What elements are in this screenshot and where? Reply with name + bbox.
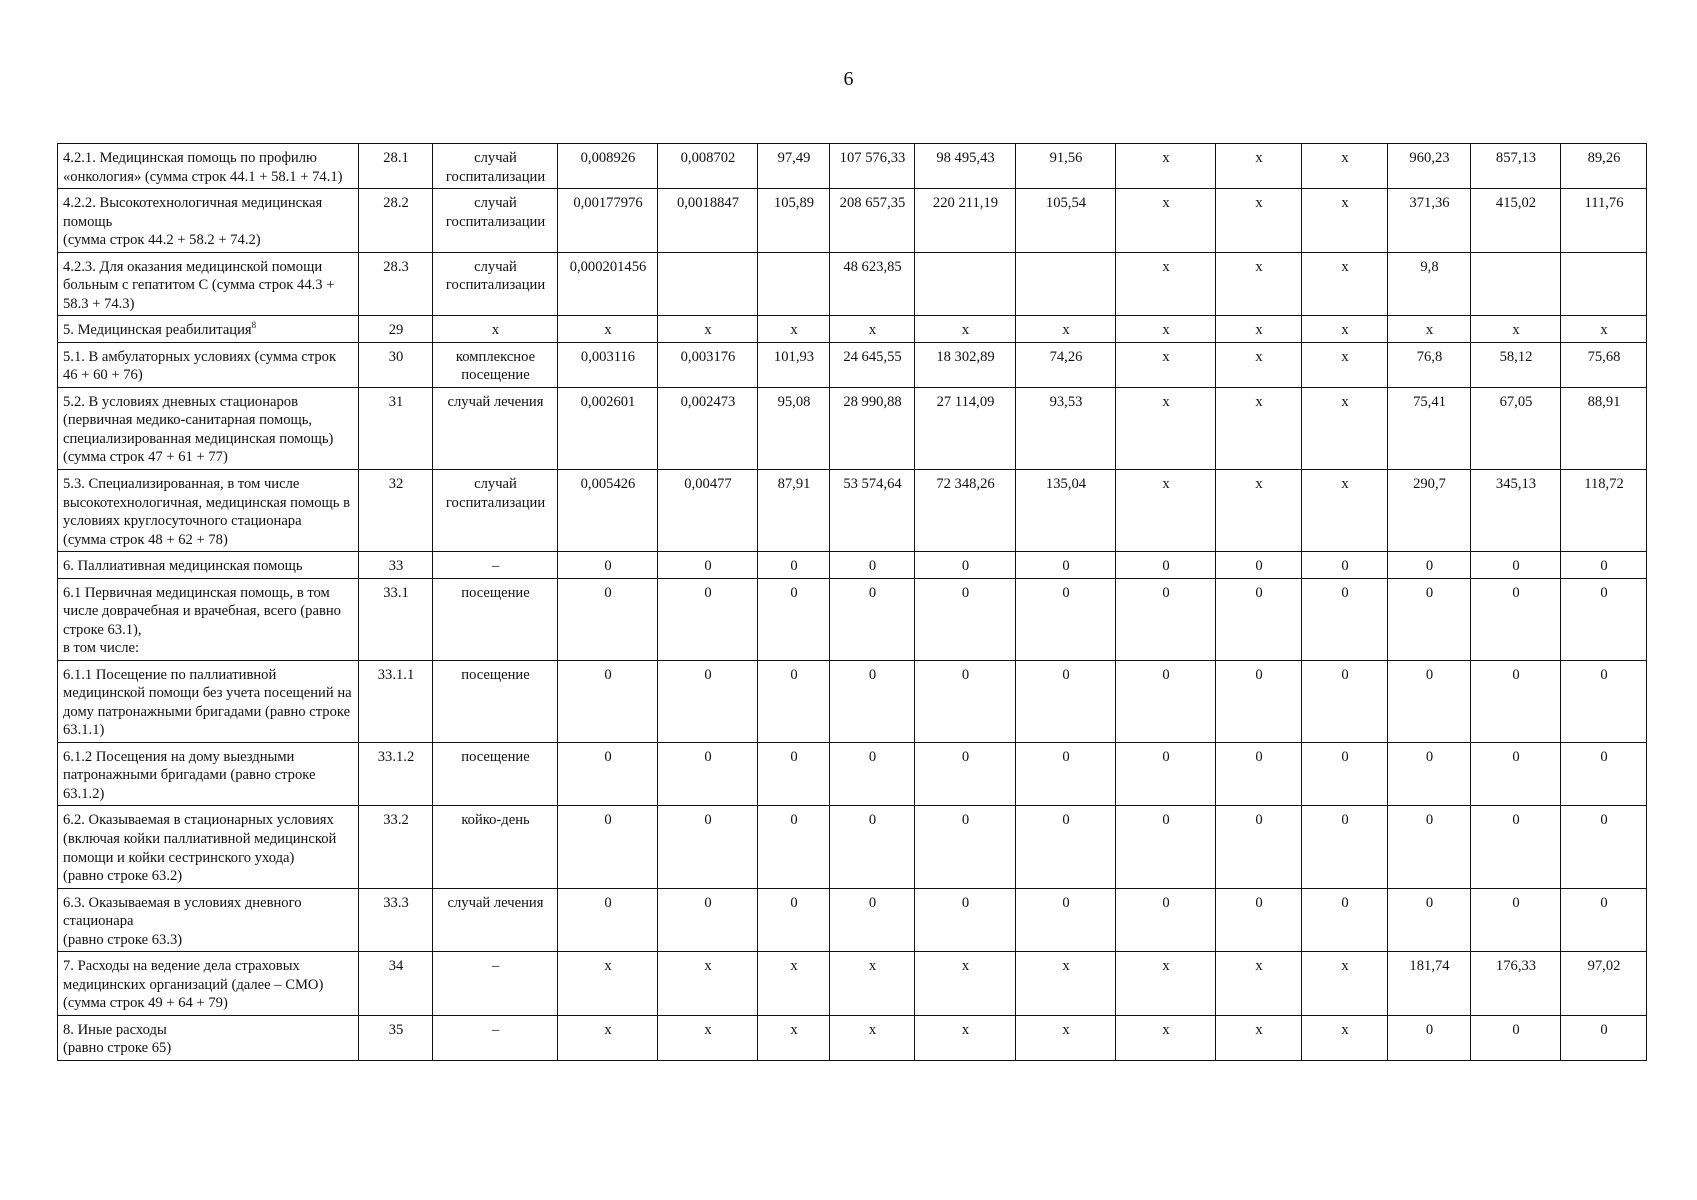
row-name: 7. Расходы на ведение дела страховых медицинских организаций (далее – СМО) (сумма строк 49 + 64 + 79) bbox=[63, 958, 324, 1012]
value-cell: 91,56 bbox=[1016, 144, 1116, 189]
row-unit: случай госпитализации bbox=[433, 189, 558, 253]
value-cell: x bbox=[758, 1015, 830, 1060]
row-name: 4.2.2. Высокотехнологичная медицинская помощь (сумма строк 44.2 + 58.2 + 74.2) bbox=[63, 195, 323, 249]
value-cell: 0 bbox=[830, 888, 915, 952]
value-cell: 176,33 bbox=[1471, 952, 1561, 1016]
value-cell: 0 bbox=[1216, 552, 1302, 579]
value-cell: 111,76 bbox=[1561, 189, 1647, 253]
table-row bbox=[58, 888, 1647, 952]
value-cell: 105,89 bbox=[758, 189, 830, 253]
row-code: 28.2 bbox=[359, 189, 433, 253]
row-unit: посещение bbox=[433, 660, 558, 742]
value-cell: x bbox=[915, 316, 1016, 343]
value-cell: x bbox=[1116, 387, 1216, 469]
value-cell: 0 bbox=[558, 552, 658, 579]
row-name-cell bbox=[58, 552, 359, 579]
value-cell: x bbox=[1302, 316, 1388, 343]
value-cell: x bbox=[1116, 952, 1216, 1016]
value-cell: 72 348,26 bbox=[915, 469, 1016, 551]
value-cell: x bbox=[1216, 387, 1302, 469]
table-row bbox=[58, 316, 1647, 343]
value-cell: 0 bbox=[1471, 578, 1561, 660]
value-cell: 0 bbox=[658, 578, 758, 660]
table-row bbox=[58, 952, 1647, 1016]
row-name-cell bbox=[58, 189, 359, 253]
row-code: 33.3 bbox=[359, 888, 433, 952]
row-code: 33.1.1 bbox=[359, 660, 433, 742]
value-cell bbox=[1016, 252, 1116, 316]
table-row bbox=[58, 1015, 1647, 1060]
value-cell: 0 bbox=[1471, 552, 1561, 579]
table-row bbox=[58, 742, 1647, 806]
value-cell: 0,0018847 bbox=[658, 189, 758, 253]
value-cell: x bbox=[830, 952, 915, 1016]
value-cell: 0,002601 bbox=[558, 387, 658, 469]
value-cell: 0 bbox=[1471, 1015, 1561, 1060]
value-cell: 0 bbox=[1116, 888, 1216, 952]
row-unit: случай лечения bbox=[433, 888, 558, 952]
value-cell: 48 623,85 bbox=[830, 252, 915, 316]
row-code: 28.1 bbox=[359, 144, 433, 189]
row-unit: случай госпитализации bbox=[433, 252, 558, 316]
row-code: 33.1 bbox=[359, 578, 433, 660]
value-cell: 0 bbox=[1016, 888, 1116, 952]
value-cell: x bbox=[1116, 1015, 1216, 1060]
value-cell: 290,7 bbox=[1388, 469, 1471, 551]
row-unit: случай госпитализации bbox=[433, 469, 558, 551]
value-cell: x bbox=[830, 316, 915, 343]
value-cell: x bbox=[1016, 1015, 1116, 1060]
row-name: 6.1.2 Посещения на дому выездными патронажными бригадами (равно строке 63.1.2) bbox=[63, 748, 316, 802]
value-cell: 0 bbox=[558, 660, 658, 742]
row-unit: – bbox=[433, 552, 558, 579]
row-name-cell bbox=[58, 806, 359, 888]
table-row bbox=[58, 660, 1647, 742]
value-cell: 53 574,64 bbox=[830, 469, 915, 551]
value-cell: x bbox=[1016, 952, 1116, 1016]
value-cell: 0 bbox=[1116, 552, 1216, 579]
value-cell: x bbox=[658, 1015, 758, 1060]
value-cell: 0 bbox=[1116, 660, 1216, 742]
value-cell: 89,26 bbox=[1561, 144, 1647, 189]
value-cell: 0 bbox=[1471, 660, 1561, 742]
row-name: 6. Паллиативная медицинская помощь bbox=[63, 558, 303, 575]
value-cell: 0 bbox=[1302, 888, 1388, 952]
value-cell: 0 bbox=[758, 742, 830, 806]
value-cell: 0 bbox=[1302, 552, 1388, 579]
value-cell: x bbox=[1216, 469, 1302, 551]
value-cell: x bbox=[1302, 342, 1388, 387]
value-cell: 0 bbox=[1471, 888, 1561, 952]
value-cell: 0 bbox=[658, 888, 758, 952]
value-cell: x bbox=[1216, 144, 1302, 189]
value-cell: 0 bbox=[1388, 660, 1471, 742]
value-cell bbox=[758, 252, 830, 316]
value-cell: x bbox=[915, 952, 1016, 1016]
value-cell: 0 bbox=[558, 578, 658, 660]
row-code: 35 bbox=[359, 1015, 433, 1060]
value-cell: 0 bbox=[830, 578, 915, 660]
value-cell: 0 bbox=[1561, 660, 1647, 742]
row-name: 6.2. Оказываемая в стационарных условиях (включая койки паллиативной медицинской помощи и койки сестринского ухода) (равно строке 63.2) bbox=[63, 812, 337, 885]
value-cell: x bbox=[915, 1015, 1016, 1060]
value-cell: x bbox=[1116, 252, 1216, 316]
value-cell: 0 bbox=[1471, 742, 1561, 806]
value-cell: 27 114,09 bbox=[915, 387, 1016, 469]
value-cell: x bbox=[1216, 252, 1302, 316]
value-cell: x bbox=[1116, 316, 1216, 343]
value-cell: x bbox=[1116, 144, 1216, 189]
row-code: 34 bbox=[359, 952, 433, 1016]
row-name: 5.3. Специализированная, в том числе высокотехнологичная, медицинская помощь в условиях круглосуточного стационара (сумма строк 48 + 62 + 78) bbox=[63, 475, 350, 548]
value-cell bbox=[1471, 252, 1561, 316]
value-cell: 0 bbox=[830, 552, 915, 579]
row-name: 4.2.1. Медицинская помощь по профилю «онкология» (сумма строк 44.1 + 58.1 + 74.1) bbox=[63, 150, 343, 185]
value-cell: x bbox=[1302, 252, 1388, 316]
value-cell: 220 211,19 bbox=[915, 189, 1016, 253]
value-cell: x bbox=[1216, 189, 1302, 253]
value-cell: 0,002473 bbox=[658, 387, 758, 469]
value-cell: 0 bbox=[830, 806, 915, 888]
value-cell: 0 bbox=[1388, 552, 1471, 579]
row-name-cell bbox=[58, 1015, 359, 1060]
value-cell: 107 576,33 bbox=[830, 144, 915, 189]
row-name-cell bbox=[58, 888, 359, 952]
value-cell: 0 bbox=[1216, 660, 1302, 742]
value-cell: x bbox=[1216, 316, 1302, 343]
value-cell: 0 bbox=[658, 806, 758, 888]
row-name-cell bbox=[58, 660, 359, 742]
value-cell: 75,68 bbox=[1561, 342, 1647, 387]
value-cell: x bbox=[1471, 316, 1561, 343]
value-cell: 28 990,88 bbox=[830, 387, 915, 469]
data-table bbox=[57, 143, 1647, 1061]
row-unit: случай лечения bbox=[433, 387, 558, 469]
table-row bbox=[58, 144, 1647, 189]
value-cell: 0 bbox=[1388, 806, 1471, 888]
value-cell: x bbox=[1216, 342, 1302, 387]
value-cell: x bbox=[1116, 189, 1216, 253]
value-cell: 345,13 bbox=[1471, 469, 1561, 551]
value-cell: 0,003176 bbox=[658, 342, 758, 387]
value-cell: 0 bbox=[830, 660, 915, 742]
value-cell: x bbox=[558, 316, 658, 343]
value-cell: 67,05 bbox=[1471, 387, 1561, 469]
row-unit: койко-день bbox=[433, 806, 558, 888]
row-code: 29 bbox=[359, 316, 433, 343]
row-code: 31 bbox=[359, 387, 433, 469]
value-cell: x bbox=[1116, 342, 1216, 387]
value-cell: 97,02 bbox=[1561, 952, 1647, 1016]
row-name-cell bbox=[58, 316, 359, 343]
value-cell: 0,008702 bbox=[658, 144, 758, 189]
value-cell: 208 657,35 bbox=[830, 189, 915, 253]
value-cell: 371,36 bbox=[1388, 189, 1471, 253]
value-cell: 0 bbox=[1116, 578, 1216, 660]
value-cell: 0 bbox=[1216, 806, 1302, 888]
value-cell: 0,008926 bbox=[558, 144, 658, 189]
row-name: 6.1 Первичная медицинская помощь, в том числе доврачебная и врачебная, всего (равно строке 63.1), в том числе: bbox=[63, 584, 341, 657]
row-name: 6.1.1 Посещение по паллиативной медицинской помощи без учета посещений на дому патронажными бригадами (равно строке 63.1.1) bbox=[63, 666, 352, 739]
page-number: 6 bbox=[843, 68, 854, 90]
value-cell: 0 bbox=[758, 578, 830, 660]
row-code: 33.1.2 bbox=[359, 742, 433, 806]
value-cell: x bbox=[1561, 316, 1647, 343]
row-unit: – bbox=[433, 1015, 558, 1060]
value-cell: x bbox=[758, 316, 830, 343]
value-cell: x bbox=[558, 952, 658, 1016]
value-cell: 0 bbox=[1016, 742, 1116, 806]
value-cell: 105,54 bbox=[1016, 189, 1116, 253]
value-cell: 74,26 bbox=[1016, 342, 1116, 387]
row-unit: комплексное посещение bbox=[433, 342, 558, 387]
row-code: 33 bbox=[359, 552, 433, 579]
value-cell: 0 bbox=[658, 660, 758, 742]
row-name: 5.1. В амбулаторных условиях (сумма строк 46 + 60 + 76) bbox=[63, 348, 337, 384]
value-cell: 18 302,89 bbox=[915, 342, 1016, 387]
value-cell: 0 bbox=[1561, 1015, 1647, 1060]
row-name-cell bbox=[58, 578, 359, 660]
value-cell: 0 bbox=[1302, 578, 1388, 660]
value-cell: 0 bbox=[758, 806, 830, 888]
value-cell: x bbox=[830, 1015, 915, 1060]
value-cell: 0 bbox=[915, 742, 1016, 806]
value-cell: 0 bbox=[758, 888, 830, 952]
value-cell: x bbox=[1216, 952, 1302, 1016]
value-cell: 0 bbox=[1302, 806, 1388, 888]
value-cell: x bbox=[1388, 316, 1471, 343]
value-cell: 0 bbox=[915, 888, 1016, 952]
value-cell: 0,003116 bbox=[558, 342, 658, 387]
value-cell: 0 bbox=[1302, 660, 1388, 742]
value-cell bbox=[1561, 252, 1647, 316]
value-cell: 0 bbox=[1116, 742, 1216, 806]
value-cell: 0 bbox=[1388, 742, 1471, 806]
row-code: 30 bbox=[359, 342, 433, 387]
value-cell: 0 bbox=[1016, 552, 1116, 579]
value-cell: 0 bbox=[915, 552, 1016, 579]
value-cell bbox=[915, 252, 1016, 316]
value-cell: 95,08 bbox=[758, 387, 830, 469]
row-name: 6.3. Оказываемая в условиях дневного стационара (равно строке 63.3) bbox=[63, 894, 302, 948]
value-cell: 0 bbox=[1561, 552, 1647, 579]
value-cell: 0 bbox=[1016, 806, 1116, 888]
value-cell: x bbox=[1302, 469, 1388, 551]
table-row bbox=[58, 189, 1647, 253]
value-cell: 88,91 bbox=[1561, 387, 1647, 469]
value-cell: 0 bbox=[1216, 888, 1302, 952]
row-unit: посещение bbox=[433, 742, 558, 806]
value-cell: x bbox=[1302, 1015, 1388, 1060]
value-cell: 0 bbox=[758, 552, 830, 579]
table-row bbox=[58, 806, 1647, 888]
value-cell: 0 bbox=[1216, 742, 1302, 806]
value-cell: 0,00477 bbox=[658, 469, 758, 551]
value-cell: 0 bbox=[915, 660, 1016, 742]
value-cell: 9,8 bbox=[1388, 252, 1471, 316]
row-unit: – bbox=[433, 952, 558, 1016]
value-cell: 0 bbox=[1216, 578, 1302, 660]
value-cell: 857,13 bbox=[1471, 144, 1561, 189]
value-cell: x bbox=[1302, 189, 1388, 253]
value-cell: 0 bbox=[915, 578, 1016, 660]
value-cell: x bbox=[1302, 952, 1388, 1016]
table-row bbox=[58, 387, 1647, 469]
table-row bbox=[58, 552, 1647, 579]
value-cell: 0 bbox=[558, 806, 658, 888]
value-cell: x bbox=[558, 1015, 658, 1060]
table-row bbox=[58, 252, 1647, 316]
value-cell: 75,41 bbox=[1388, 387, 1471, 469]
value-cell: 0 bbox=[558, 742, 658, 806]
value-cell: 0 bbox=[1561, 888, 1647, 952]
table-row bbox=[58, 578, 1647, 660]
value-cell: 0 bbox=[1016, 660, 1116, 742]
value-cell: 135,04 bbox=[1016, 469, 1116, 551]
row-code: 28.3 bbox=[359, 252, 433, 316]
row-name: 5.2. В условиях дневных стационаров (первичная медико-санитарная помощь, специализированная медицинская помощь) (сумма строк 47 + 61 + 77) bbox=[63, 393, 334, 466]
value-cell: x bbox=[658, 316, 758, 343]
row-code: 32 bbox=[359, 469, 433, 551]
value-cell: 0 bbox=[1561, 742, 1647, 806]
value-cell: 0 bbox=[1388, 1015, 1471, 1060]
row-name-cell bbox=[58, 342, 359, 387]
value-cell: 0 bbox=[758, 660, 830, 742]
value-cell: 0 bbox=[1561, 806, 1647, 888]
value-cell: x bbox=[1302, 387, 1388, 469]
footnote-marker: 8 bbox=[251, 320, 257, 331]
value-cell: 58,12 bbox=[1471, 342, 1561, 387]
value-cell: 415,02 bbox=[1471, 189, 1561, 253]
value-cell: 0 bbox=[915, 806, 1016, 888]
value-cell: 76,8 bbox=[1388, 342, 1471, 387]
value-cell: 181,74 bbox=[1388, 952, 1471, 1016]
row-name: 8. Иные расходы (равно строке 65) bbox=[63, 1021, 172, 1057]
value-cell: 0 bbox=[658, 742, 758, 806]
row-name-cell bbox=[58, 387, 359, 469]
row-name-cell bbox=[58, 952, 359, 1016]
row-unit: x bbox=[433, 316, 558, 343]
value-cell: x bbox=[1216, 1015, 1302, 1060]
row-code: 33.2 bbox=[359, 806, 433, 888]
value-cell: 960,23 bbox=[1388, 144, 1471, 189]
row-name-cell bbox=[58, 742, 359, 806]
value-cell: 0 bbox=[1016, 578, 1116, 660]
value-cell: 0,000201456 bbox=[558, 252, 658, 316]
row-name: 5. Медицинская реабилитация bbox=[63, 322, 252, 339]
value-cell: 93,53 bbox=[1016, 387, 1116, 469]
value-cell: 0 bbox=[558, 888, 658, 952]
value-cell: x bbox=[1116, 469, 1216, 551]
value-cell: 118,72 bbox=[1561, 469, 1647, 551]
row-name-cell bbox=[58, 144, 359, 189]
value-cell: 0 bbox=[1561, 578, 1647, 660]
value-cell: x bbox=[758, 952, 830, 1016]
value-cell: 0 bbox=[830, 742, 915, 806]
row-name-cell bbox=[58, 469, 359, 551]
value-cell: x bbox=[658, 952, 758, 1016]
value-cell: 0 bbox=[658, 552, 758, 579]
value-cell: 0 bbox=[1302, 742, 1388, 806]
row-unit: посещение bbox=[433, 578, 558, 660]
value-cell: 0 bbox=[1116, 806, 1216, 888]
value-cell: 101,93 bbox=[758, 342, 830, 387]
value-cell: 0 bbox=[1388, 888, 1471, 952]
value-cell bbox=[658, 252, 758, 316]
row-name-cell bbox=[58, 252, 359, 316]
value-cell: 0 bbox=[1471, 806, 1561, 888]
value-cell: x bbox=[1302, 144, 1388, 189]
value-cell: 0,00177976 bbox=[558, 189, 658, 253]
value-cell: 24 645,55 bbox=[830, 342, 915, 387]
table-row bbox=[58, 342, 1647, 387]
value-cell: 97,49 bbox=[758, 144, 830, 189]
row-name: 4.2.3. Для оказания медицинской помощи больным с гепатитом С (сумма строк 44.3 + 58.3 + 74.3) bbox=[63, 258, 335, 312]
value-cell: 0,005426 bbox=[558, 469, 658, 551]
value-cell: x bbox=[1016, 316, 1116, 343]
value-cell: 98 495,43 bbox=[915, 144, 1016, 189]
row-unit: случай госпитализации bbox=[433, 144, 558, 189]
value-cell: 0 bbox=[1388, 578, 1471, 660]
table-row bbox=[58, 469, 1647, 551]
value-cell: 87,91 bbox=[758, 469, 830, 551]
